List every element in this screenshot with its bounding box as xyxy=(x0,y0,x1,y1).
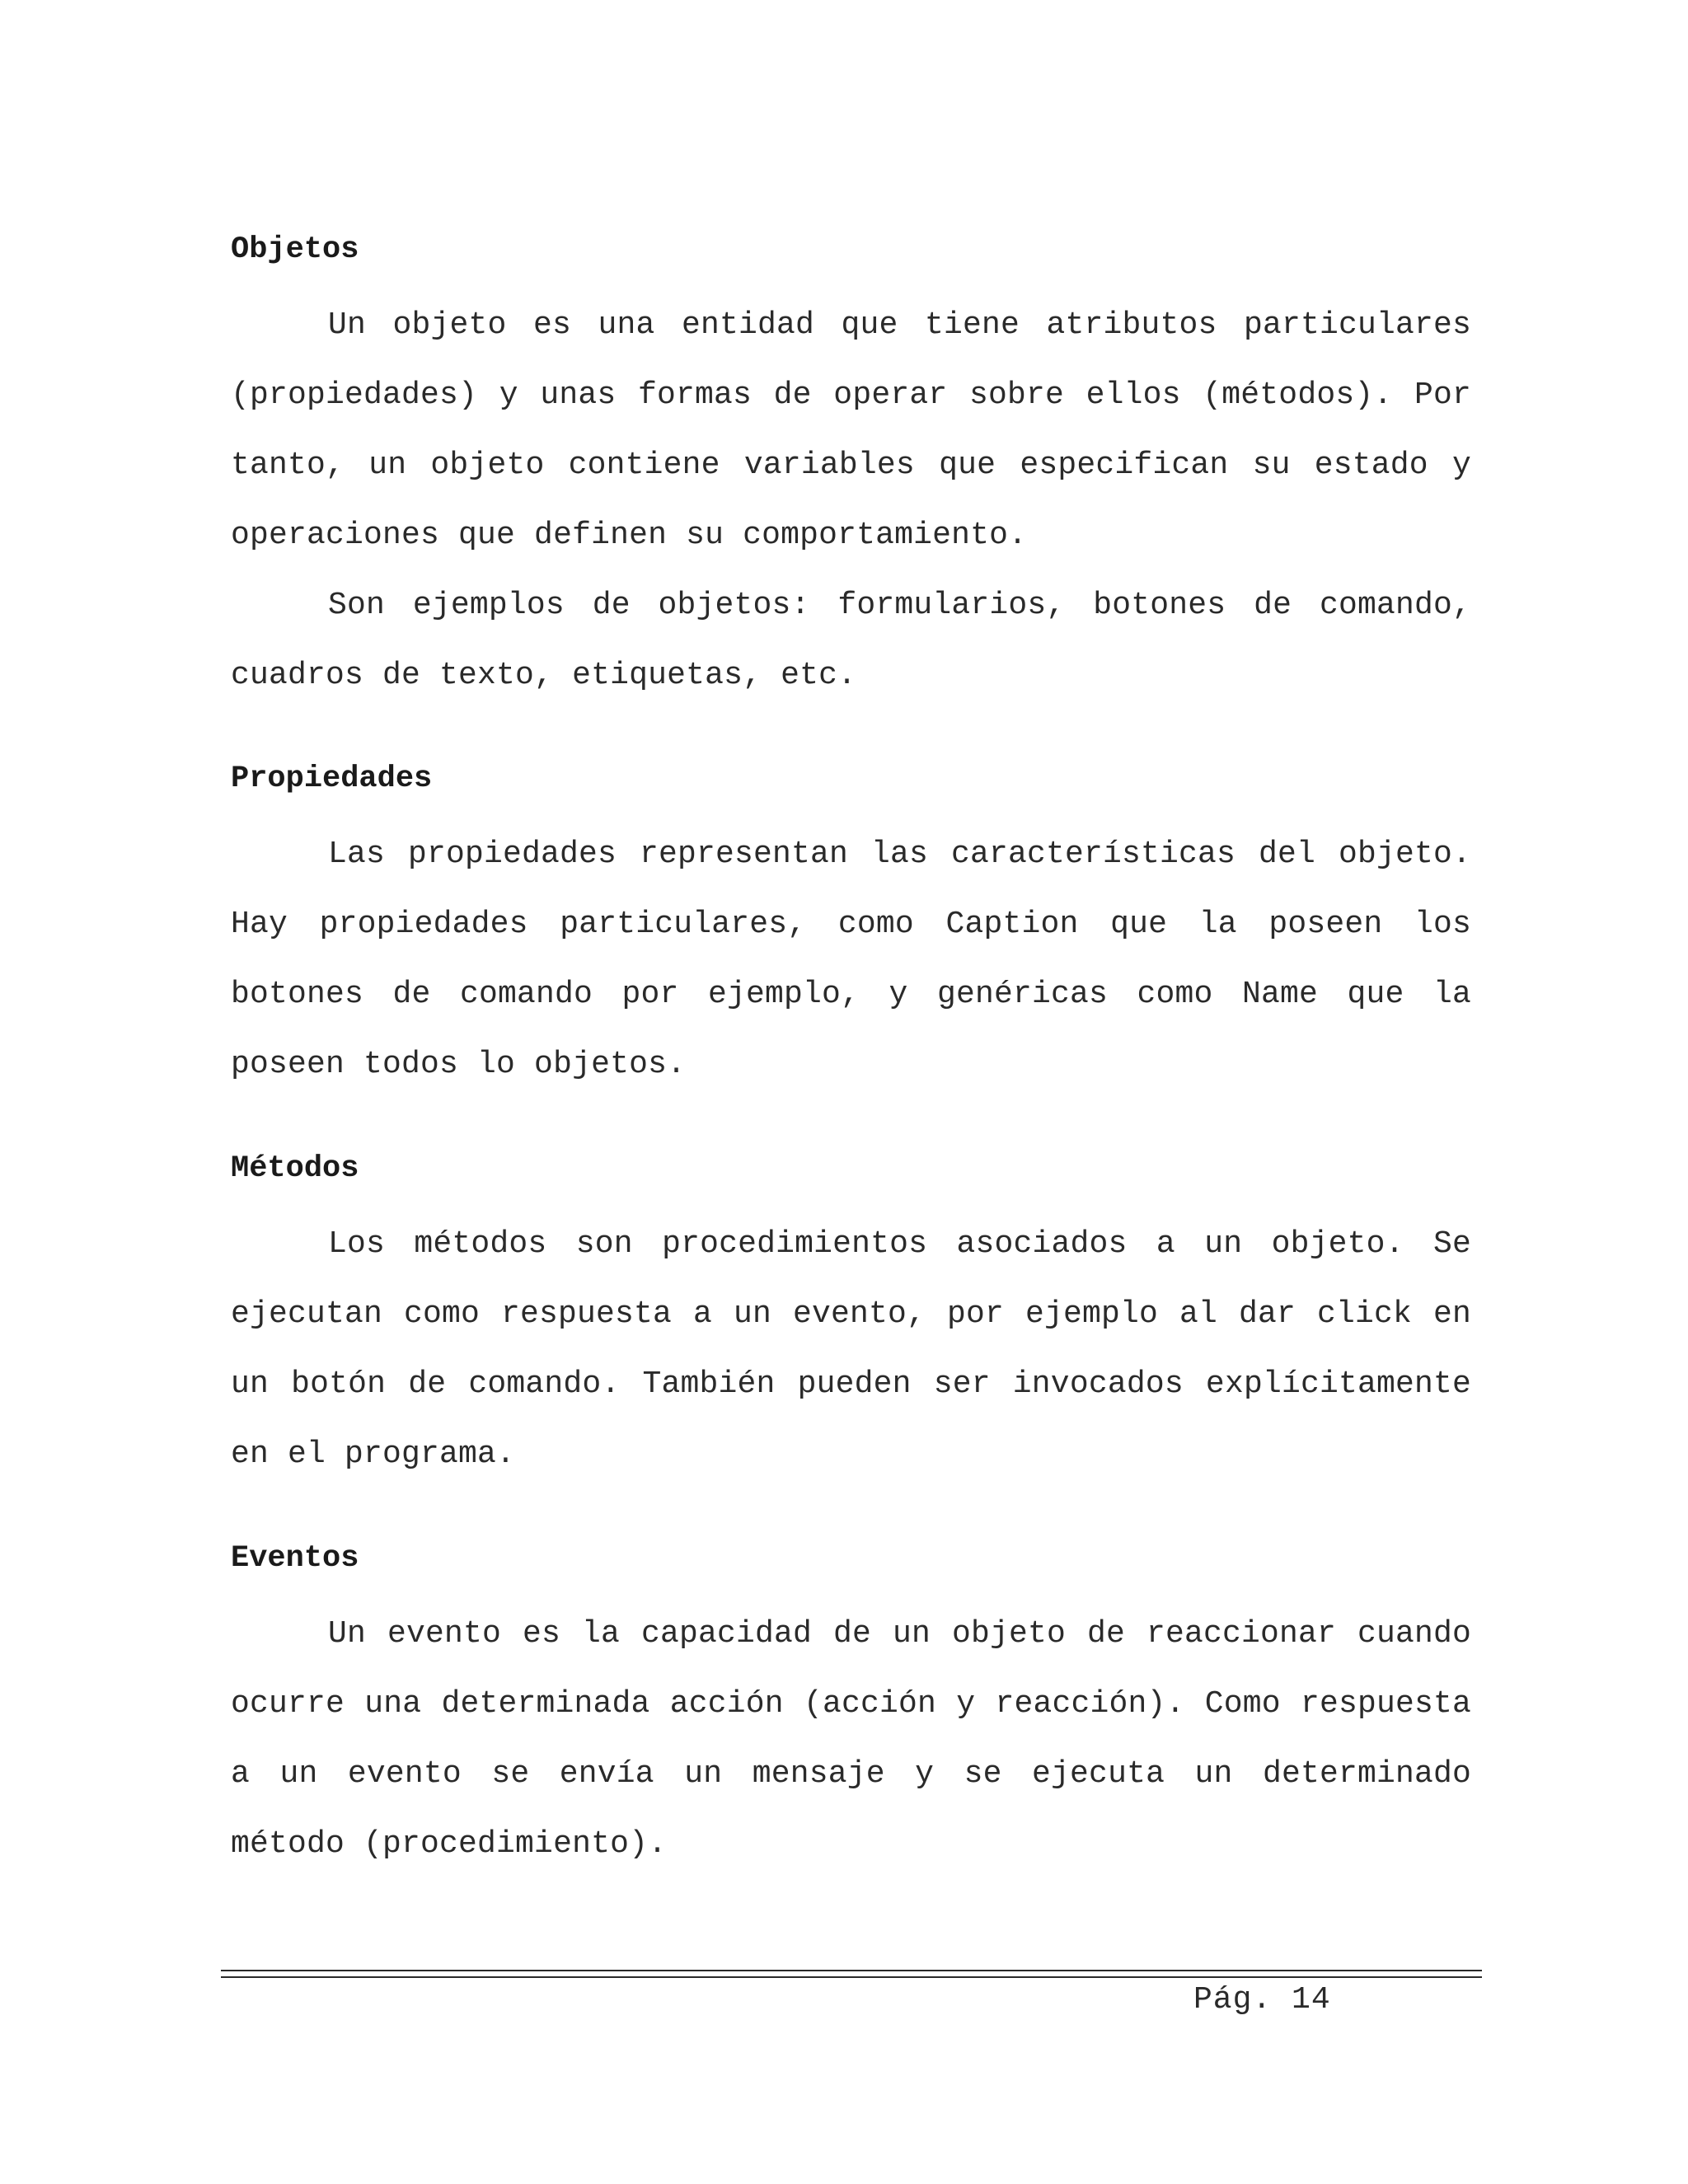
section-heading: Objetos xyxy=(231,232,359,267)
paragraph: Los métodos son procedimientos asociados a un objeto. Se ejecutan como respuesta a un evento, por ejemplo al dar click en un botón de comando. También pueden ser invocados explícitamente en el programa. xyxy=(231,1226,1471,1472)
section-objetos xyxy=(231,231,1471,710)
section-heading: Métodos xyxy=(231,1151,359,1186)
paragraph: Son ejemplos de objetos: formularios, botones de comando, cuadros de texto, etiquetas, etc. xyxy=(231,588,1471,693)
section-heading: Eventos xyxy=(231,1541,359,1576)
paragraph: Las propiedades representan las características del objeto. Hay propiedades particulares, como Caption que la poseen los botones de comando por ejemplo, y genéricas como Name que la poseen todos lo objetos. xyxy=(231,837,1471,1082)
section-propiedades xyxy=(231,760,1471,1099)
section-metodos xyxy=(231,1150,1471,1489)
paragraph: Un evento es la capacidad de un objeto de reaccionar cuando ocurre una determinada acción (acción y reacción). Como respuesta a un evento se envía un mensaje y se ejecuta un determinado método (procedimiento). xyxy=(231,1616,1471,1862)
footer-divider xyxy=(221,1970,1482,1978)
section-heading: Propiedades xyxy=(231,762,433,796)
document-page xyxy=(231,0,1471,2184)
section-eventos xyxy=(231,1540,1471,1879)
page-number: Pág. 14 xyxy=(1193,1982,1331,2018)
paragraph: Un objeto es una entidad que tiene atributos particulares (propiedades) y unas formas de operar sobre ellos (métodos). Por tanto, un objeto contiene variables que especifican su estado y operaciones que definen su comportamiento. xyxy=(231,307,1471,553)
